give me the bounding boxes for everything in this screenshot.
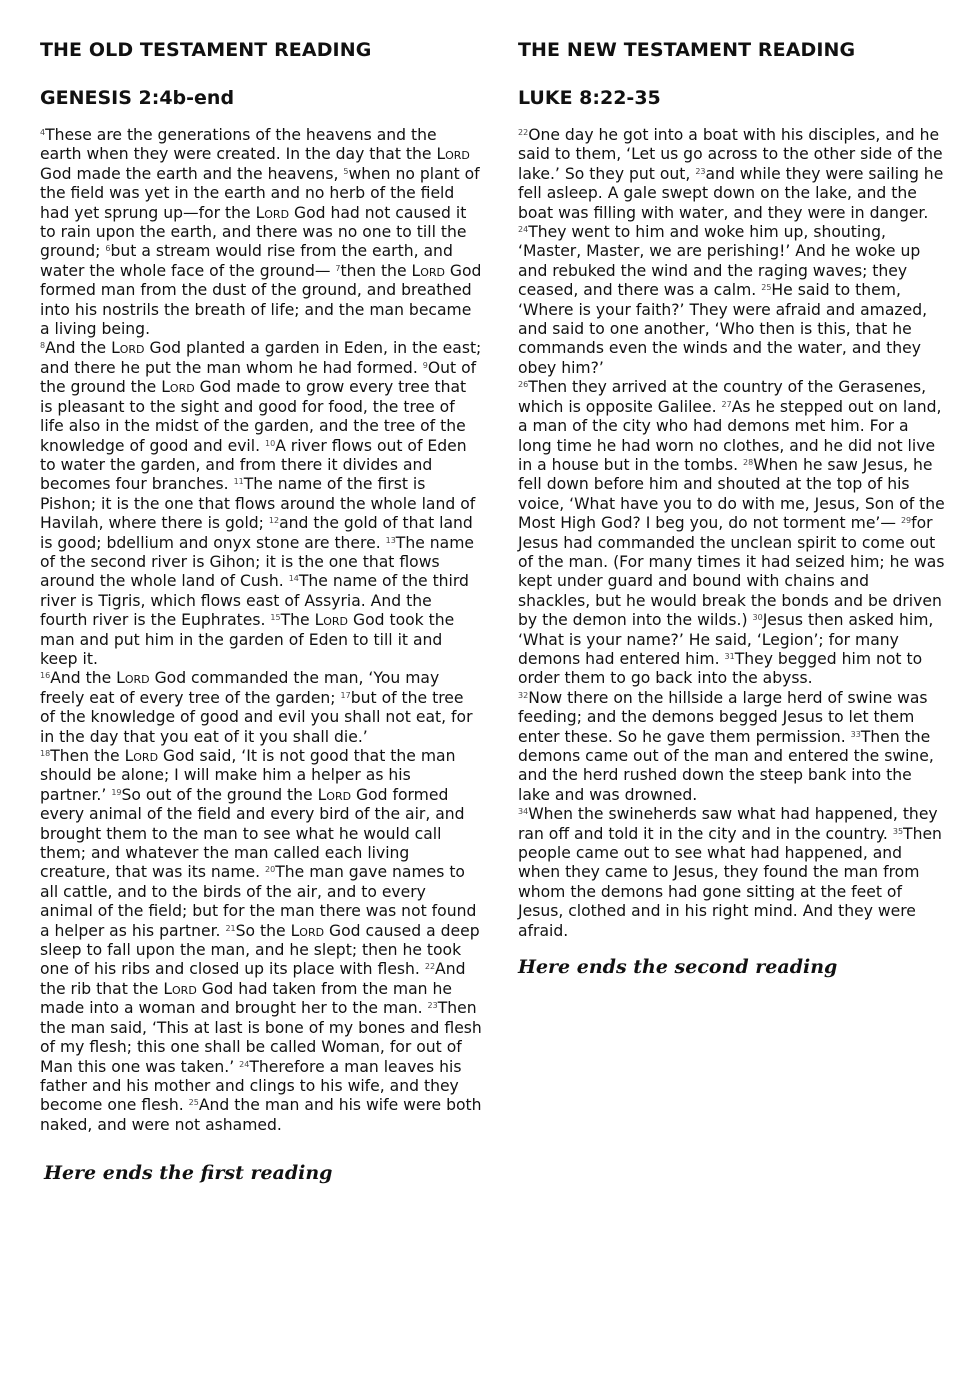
divine-name: Lord: [411, 261, 445, 280]
verse-number: 22: [518, 128, 529, 137]
verse-number: 22: [424, 962, 436, 972]
passage-paragraph: [40, 669, 482, 747]
new-testament-reference: LUKE 8:22-35: [518, 87, 661, 109]
first-reading-ending: Here ends the first reading: [44, 1162, 333, 1185]
passage-paragraph: [518, 378, 946, 689]
verse-number: 25: [188, 1098, 199, 1108]
old-testament-column: [40, 38, 482, 1185]
verse-text: One day he got into a boat with his disciples, and he said to them, ‘Let us go across to the other side of the lake.’ So they put out,: [518, 126, 943, 183]
verse-number: 18: [40, 749, 51, 758]
passage-paragraph: [518, 805, 946, 941]
verse-text: Then the: [50, 747, 125, 765]
verse-text: then the: [340, 261, 412, 280]
verse-text: for Jesus had commanded the unclean spirit to come out of the man. (For many times it had seized him; he was kept under guard and bound with chains and shackles, but he would break the bonds and be driven by the demon into the wilds.): [518, 514, 945, 630]
verse-number: 19: [111, 787, 122, 797]
verse-number: 17: [340, 690, 351, 700]
verse-number: 28: [743, 457, 754, 467]
divine-name: Lord: [111, 339, 145, 358]
verse-number: 33: [850, 729, 861, 739]
verse-number: 10: [265, 438, 276, 448]
verse-text: And the rib that the: [40, 960, 466, 998]
verse-number: 7: [335, 263, 341, 273]
verse-text: Out of the ground the: [40, 358, 477, 397]
verse-number: 24: [518, 225, 529, 235]
divine-name: Lord: [290, 921, 325, 940]
verse-number: 32: [518, 690, 529, 700]
verse-text: Then the man said, ‘This at last is bone of my bones and flesh of my flesh; this one shall be called Woman, for out of Man this one was taken.’: [40, 999, 482, 1076]
verse-text: When the swineherds saw what had happened, they ran off and told it in the city and in the country.: [518, 805, 938, 843]
new-testament-passage: [518, 126, 946, 941]
new-testament-heading: THE NEW TESTAMENT READING: [518, 39, 856, 61]
second-reading-ending: Here ends the second reading: [518, 956, 838, 979]
verse-text: God commanded the man, ‘You may freely eat of every tree of the garden;: [40, 669, 440, 707]
divine-name: Lord: [255, 203, 290, 222]
verse-text: The name of the first is Pishon; it is the one that flows around the whole land of Havilah, where there is gold;: [40, 475, 476, 533]
verse-text: The man gave names to all cattle, and to the birds of the air, and to every animal of the field; but for the man there was not found a helper as his partner.: [40, 863, 477, 940]
old-testament-passage: [40, 126, 482, 1135]
passage-paragraph: [40, 126, 482, 339]
verse-number: 34: [518, 807, 529, 817]
divine-name: Lord: [163, 979, 197, 998]
verse-number: 27: [721, 399, 732, 409]
verse-text: Jesus then asked him, ‘What is your name?’ He said, ‘Legion’; for many demons had entered him.: [518, 611, 934, 668]
verse-number: 4: [40, 128, 46, 137]
verse-number: 14: [288, 574, 299, 584]
verse-number: 11: [233, 477, 244, 487]
verse-number: 30: [752, 613, 763, 623]
verse-text: God had not caused it to rain upon the earth, and there was no one to till the ground;: [40, 203, 467, 261]
verse-text: God took the man and put him in the garden of Eden to till it and keep it.: [40, 611, 455, 668]
verse-text: God had taken from the man he made into a woman and brought her to the man.: [40, 979, 452, 1018]
verse-text: The name of the second river is Gihon; it is the one that flows around the whole land of Cush.: [40, 533, 474, 591]
verse-number: 35: [892, 826, 904, 836]
verse-text: He said to them, ‘Where is your faith?’ They were afraid and amazed, and said to one another, ‘Who then is this, that he commands even the winds and the water, and they obey him?’: [518, 281, 928, 377]
verse-text: A river flows out of Eden to water the garden, and from there it divides and becomes four branches.: [40, 436, 467, 494]
new-testament-column: [518, 38, 946, 979]
divine-name: Lord: [161, 378, 195, 397]
passage-paragraph: [40, 339, 482, 669]
verse-number: 5: [343, 166, 349, 176]
passage-paragraph: [518, 689, 946, 805]
verse-number: 26: [518, 380, 529, 390]
verse-number: 15: [270, 613, 281, 623]
verse-text: when no plant of the field was yet in the earth and no herb of the field had yet sprung up—for the: [40, 164, 480, 222]
verse-number: 20: [265, 865, 276, 875]
verse-text: And the man and his wife were both naked, and were not ashamed.: [40, 1096, 482, 1134]
verse-text: They went to him and woke him up, shouting, ‘Master, Master, we are perishing!’ And he woke up and rebuked the wind and the raging waves; they ceased, and there was a calm.: [518, 223, 921, 300]
verse-text: They begged him not to order them to go back into the abyss.: [518, 649, 923, 688]
verse-text: God made the earth and the heavens,: [40, 164, 344, 183]
verse-number: 6: [105, 244, 111, 254]
divine-name: Lord: [116, 669, 150, 688]
verse-number: 29: [900, 516, 912, 526]
verse-text: The: [280, 611, 315, 630]
divine-name: Lord: [436, 145, 470, 164]
verse-text: God made to grow every tree that is pleasant to the sight and good for food, the tree of life also in the midst of the garden, and the tree of the knowledge of good and evil.: [40, 378, 467, 455]
verse-text: God formed every animal of the field and every bird of the air, and brought them to the man to see what he would call them; and whatever the man called each living creature, that was its name.: [40, 785, 465, 882]
verse-text: but of the tree of the knowledge of good and evil you shall not eat, for in the day that you eat of it you shall die.’: [40, 688, 473, 746]
verse-text: and the gold of that land is good; bdellium and onyx stone are there.: [40, 514, 473, 552]
verse-text: God caused a deep sleep to fall upon the man, and he slept; then he took one of his ribs and closed up its place with flesh.: [40, 921, 480, 979]
verse-text: God said, ‘It is not good that the man should be alone; I will make him a helper as his partner.’: [40, 747, 456, 804]
verse-number: 9: [422, 360, 428, 370]
verse-text: Now there on the hillside a large herd of swine was feeding; and the demons begged Jesus to let them enter these. So he gave them permission.: [518, 688, 928, 746]
divine-name: Lord: [314, 611, 349, 630]
verse-number: 13: [385, 535, 396, 545]
verse-text: Therefore a man leaves his father and his mother and clings to his wife, and they become one flesh.: [40, 1057, 462, 1115]
verse-text: So out of the ground the: [121, 785, 318, 804]
verse-text: As he stepped out on land, a man of the city who had demons met him. For a long time he had worn no clothes, and he did not live in a house but in the tombs.: [518, 397, 942, 474]
verse-text: These are the generations of the heavens and the earth when they were created. In the day that the: [40, 126, 437, 164]
verse-text: God planted a garden in Eden, in the east; and there he put the man whom he had formed.: [40, 339, 482, 377]
verse-number: 24: [239, 1059, 250, 1069]
verse-number: 31: [724, 651, 735, 661]
verse-number: 16: [40, 671, 51, 681]
old-testament-heading: THE OLD TESTAMENT READING: [40, 39, 372, 61]
verse-text: Then they arrived at the country of the Gerasenes, which is opposite Galilee.: [518, 378, 927, 416]
verse-text: The name of the third river is Tigris, which flows east of Assyria. And the fourth river is the Euphrates.: [40, 572, 469, 630]
verse-number: 23: [695, 166, 706, 176]
verse-number: 25: [761, 283, 772, 293]
verse-text: And the: [50, 669, 117, 688]
verse-text: God formed man from the dust of the ground, and breathed into his nostrils the breath of life; and the man became a living being.: [40, 261, 482, 339]
verse-text: and while they were sailing he fell asleep. A gale swept down on the lake, and the boat was filling with water, and they were in danger.: [518, 164, 944, 222]
verse-number: 8: [40, 341, 46, 351]
verse-text: When he saw Jesus, he fell down before him and shouted at the top of his voice, ‘What have you to do with me, Jesus, Son of the Most High God? I beg you, do not torment me’—: [518, 455, 945, 533]
verse-text: but a stream would rise from the earth, and water the whole face of the ground—: [40, 242, 453, 280]
verse-text: And the: [45, 339, 112, 358]
verse-number: 21: [225, 923, 236, 933]
old-testament-reference: GENESIS 2:4b-end: [40, 87, 235, 109]
divine-name: Lord: [317, 785, 352, 804]
verse-number: 12: [268, 516, 280, 526]
verse-text: Then people came out to see what had happened, and when they came to Jesus, they found the man from whom the demons had gone sitting at the feet of Jesus, clothed and in his right mind. And they were afraid.: [518, 824, 942, 940]
verse-text: So the: [235, 921, 291, 940]
verse-number: 23: [427, 1001, 438, 1011]
divine-name: Lord: [124, 747, 159, 765]
passage-paragraph: [518, 126, 946, 378]
passage-paragraph: [40, 747, 482, 1135]
verse-text: Then the demons came out of the man and entered the swine, and the herd rushed down the steep bank into the lake and was drowned.: [518, 727, 934, 804]
